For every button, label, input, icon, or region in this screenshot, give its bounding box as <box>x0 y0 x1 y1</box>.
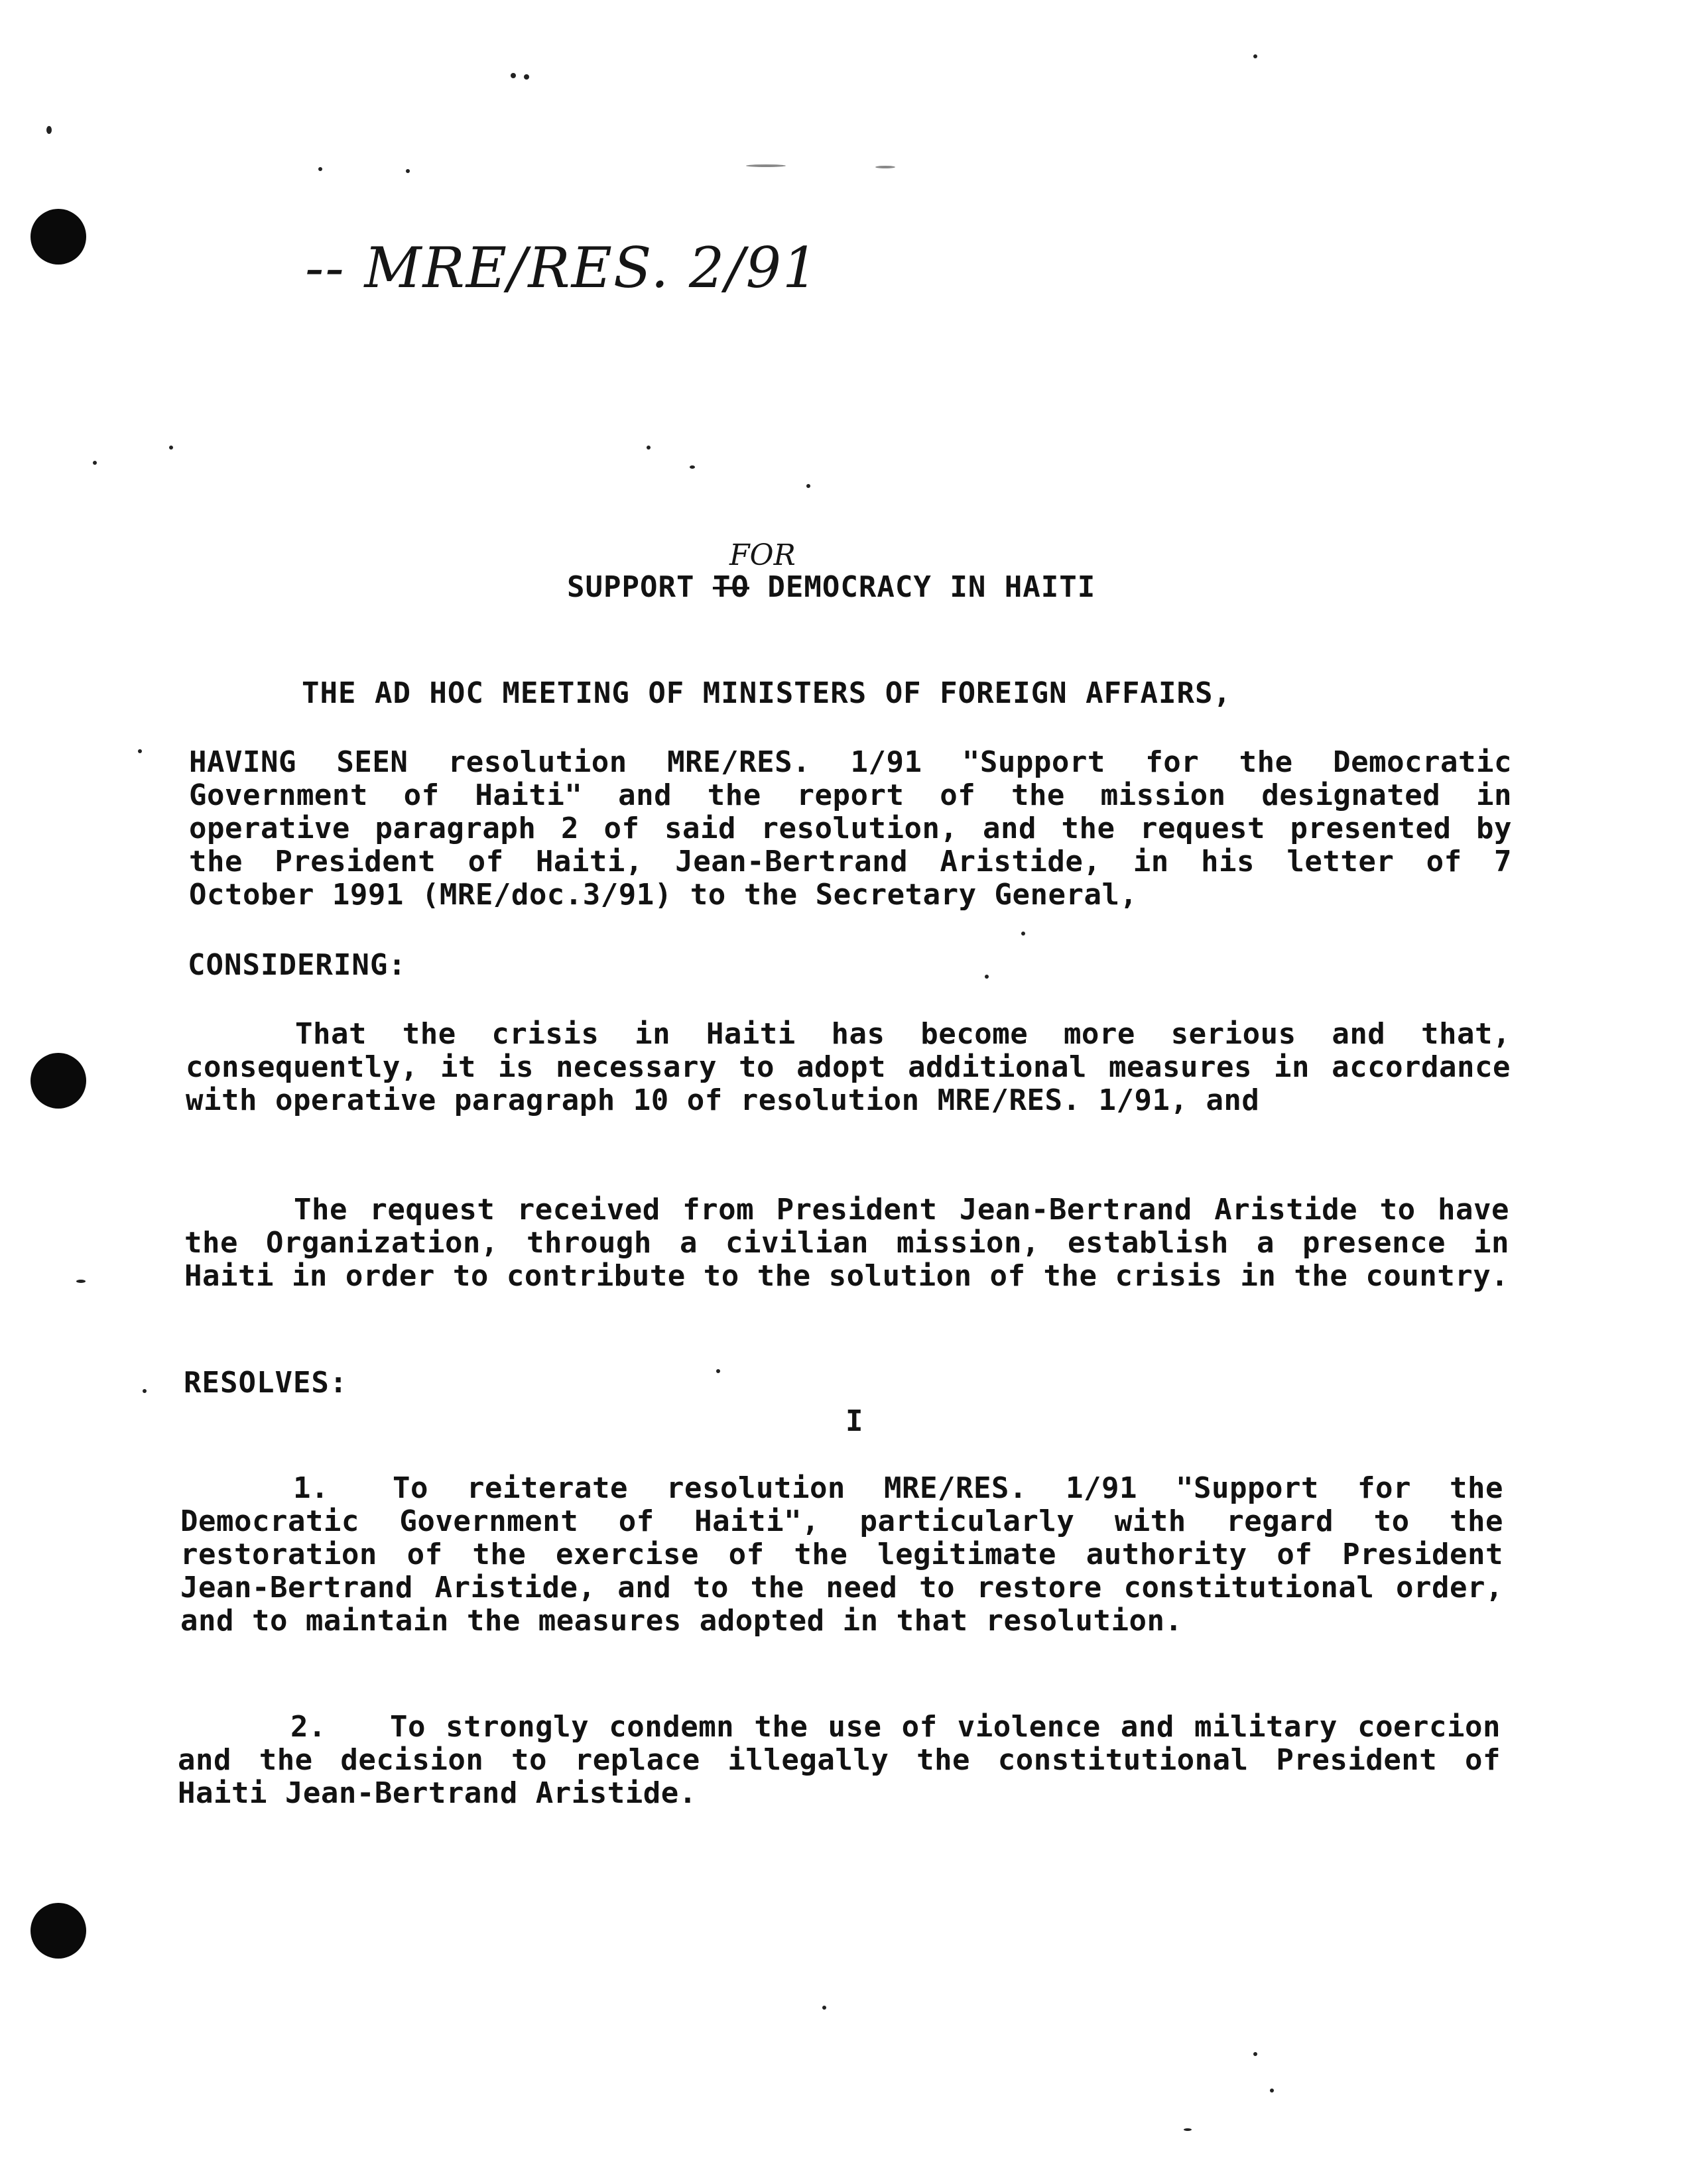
scan-speck <box>985 975 989 979</box>
resolution-item-2 <box>178 1711 1501 1810</box>
handwritten-resolution-number <box>305 235 820 300</box>
considering-clause-1: That the crisis in Haiti has become more serious and that, consequently, it is necessary to adopt additional measures in accordance with operative paragraph 10 of resolution MRE/RES. 1/91, and <box>186 1017 1511 1117</box>
scan-speck <box>46 126 52 134</box>
item-number: 1. <box>293 1471 329 1505</box>
scan-speck <box>511 73 516 78</box>
scan-speck <box>1270 2089 1274 2093</box>
scan-speck <box>406 169 410 173</box>
scan-speck <box>169 446 173 450</box>
scan-speck <box>76 1280 86 1283</box>
scan-speck <box>875 166 895 168</box>
scan-speck <box>318 167 322 171</box>
title-part-1: SUPPORT <box>567 570 695 604</box>
item-number: 2. <box>290 1710 326 1744</box>
item-text: To strongly condemn the use of violence and military coercion and the decision to replace illegally the constitutional President of Haiti Jean-Bertrand Aristide. <box>178 1710 1501 1810</box>
scan-speck <box>647 446 651 450</box>
preamble-heading: THE AD HOC MEETING OF MINISTERS OF FOREIGN AFFAIRS, <box>302 676 1232 710</box>
resolution-item-1 <box>180 1472 1503 1638</box>
considering-heading: CONSIDERING: <box>188 948 406 982</box>
section-numeral: I <box>845 1404 864 1438</box>
document-title <box>567 570 1095 605</box>
item-text: To reiterate resolution MRE/RES. 1/91 "Support for the Democratic Government of Haiti", particularly with regard to the restoration of the exercise of the legitimate authority of President Jean-Bertrand Aristide, and to the need to restore constitutional order, and to maintain the measures adopted in that resolution. <box>180 1471 1503 1638</box>
scan-speck <box>746 164 786 167</box>
scan-speck <box>1021 932 1025 936</box>
title-part-2: DEMOCRACY IN HAITI <box>767 570 1096 604</box>
scan-speck <box>690 465 695 469</box>
scan-speck <box>138 749 142 753</box>
punch-hole-bottom <box>31 1903 86 1959</box>
punch-hole-middle <box>31 1053 86 1109</box>
scan-speck <box>93 461 97 465</box>
punch-hole-top <box>31 209 86 265</box>
scan-speck <box>1253 2052 1257 2056</box>
having-seen-paragraph: HAVING SEEN resolution MRE/RES. 1/91 "Support for the Democratic Government of Haiti" and the report of the mission designated in operative paragraph 2 of said resolution, and the request presented by the President of Haiti, Jean-Bertrand Aristide, in his letter of 7 October 1991 (MRE/doc.3/91) to the Secretary General, <box>189 745 1512 912</box>
scan-speck <box>1253 54 1257 58</box>
scan-speck <box>1184 2128 1192 2131</box>
scan-speck <box>806 484 810 488</box>
scan-speck <box>524 74 529 80</box>
annotation-dash: -- <box>305 235 365 300</box>
scan-speck <box>716 1369 720 1373</box>
resolves-heading: RESOLVES: <box>184 1366 348 1400</box>
handwritten-insertion: FOR <box>729 538 796 572</box>
scan-speck <box>822 2006 826 2010</box>
considering-clause-2: The request received from President Jean-Bertrand Aristide to have the Organization, through a civilian mission, establish a presence in Haiti in order to contribute to the solution of the crisis in the country. <box>184 1193 1509 1293</box>
resolution-number-annotation: MRE/RES. 2/91 <box>364 235 820 300</box>
title-struck-word: TO <box>712 570 749 604</box>
scan-speck <box>143 1389 147 1393</box>
